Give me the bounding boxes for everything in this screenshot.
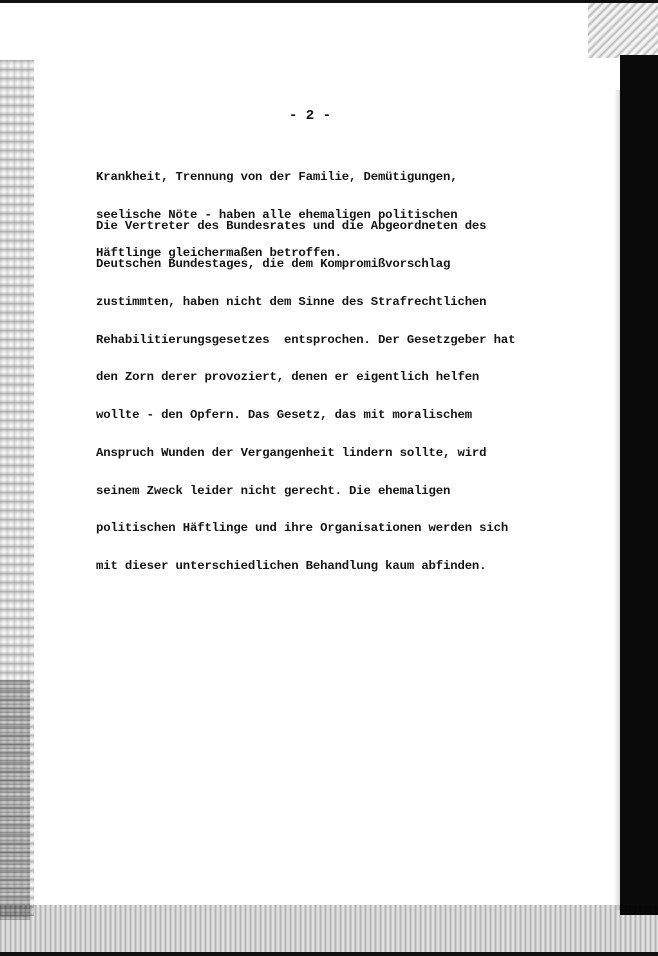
text-line: Häftlinge gleichermaßen betroffen. xyxy=(96,245,342,260)
text-line: Deutschen Bundestages, die dem Kompromißvorschlag xyxy=(96,256,451,271)
text-line: Die Vertreter des Bundesrates und die Abgeordneten des xyxy=(96,219,487,234)
text-line: Anspruch Wunden der Vergangenheit lindern sollte, wird xyxy=(96,445,487,460)
text-line: wollte - den Opfern. Das Gesetz, das mit moralischem xyxy=(96,408,472,423)
scan-right-shadow xyxy=(614,90,620,910)
text-line: mit dieser unterschiedlichen Behandlung kaum abfinden. xyxy=(96,559,487,574)
scan-corner-noise xyxy=(588,0,658,58)
text-line: Krankheit, Trennung von der Familie, Demütigungen, xyxy=(96,170,458,185)
scan-bottom-noise xyxy=(0,905,658,956)
page-number: - 2 - xyxy=(288,108,331,124)
text-line: politischen Häftlinge und ihre Organisationen werden sich xyxy=(96,521,509,536)
text-line: seelische Nöte - haben alle ehemaligen politischen xyxy=(96,207,458,222)
text-line: Rehabilitierungsgesetzes entsprochen. Der Gesetzgeber hat xyxy=(96,332,516,347)
scan-right-border xyxy=(620,55,658,915)
scan-top-edge xyxy=(0,0,658,3)
text-line: den Zorn derer provoziert, denen er eigentlich helfen xyxy=(96,370,480,385)
scan-left-noise-heavy xyxy=(0,680,30,920)
text-line: zustimmten, haben nicht dem Sinne des Strafrechtlichen xyxy=(96,294,487,309)
scan-bottom-edge xyxy=(0,952,658,956)
text-line: seinem Zweck leider nicht gerecht. Die ehemaligen xyxy=(96,483,451,498)
paragraph-2 xyxy=(96,195,566,598)
